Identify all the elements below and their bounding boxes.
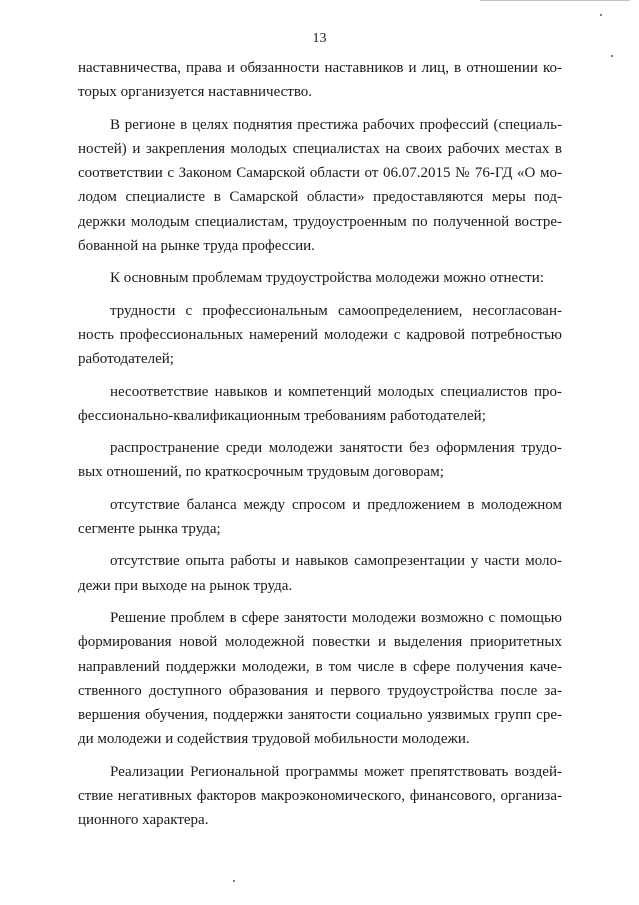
paragraph-solutions: Решение проблем в сфере занятости молодежи возможно с помощью формирования новой молодежной повестки и выделения приоритетных направлений поддержки молодежи, в том числе в сфере получения качественного доступного образования и первого трудоустройства после завершения обучения, поддержки занятости социально уязвимых групп среди молодежи и содействия трудовой мобильности молодежи. <box>78 609 562 748</box>
paragraph-regional-support: В регионе в целях поднятия престижа рабочих профессий (специальностей) и закрепления молодых специалистах на своих рабочих местах в соответствии с Законом Самарской области от 06.07.2015 № 76-ГД «О молодом специалисте в Самарской области» предоставляются меры поддержки молодым специалистам, трудоустроенным по полученной востребованной на рынке труда профессии. <box>78 116 562 255</box>
page-number: 13 <box>312 31 327 46</box>
list-item-informal-employment: распространение среди молодежи занятости без оформления трудовых отношений, по краткосрочным трудовым договорам; <box>78 440 562 481</box>
list-item-skills-mismatch: несоответствие навыков и компетенций молодых специалистов профессионально-квалификационным требованиям работодателей; <box>78 383 562 424</box>
scan-speck <box>600 14 602 16</box>
scan-edge-mark <box>480 0 630 4</box>
paragraph-risk-factors: Реализации Региональной программы может препятствовать воздействие негативных факторов макроэкономического, финансового, организационного характера. <box>78 763 562 829</box>
paragraph-problems-intro: К основным проблемам трудоустройства молодежи можно отнести: <box>110 270 544 287</box>
list-item-lack-of-experience: отсутствие опыта работы и навыков самопрезентации у части молодежи при выходе на рынок труда. <box>78 553 562 594</box>
body-text <box>78 56 562 833</box>
scan-speck <box>611 55 613 57</box>
paragraph-mentorship-continuation: наставничества, права и обязанности наставников и лиц, в отношении которых организуется наставничество. <box>78 60 562 101</box>
scan-speck <box>233 880 235 882</box>
list-item-labor-imbalance: отсутствие баланса между спросом и предложением в молодежном сегменте рынка труда; <box>78 496 562 538</box>
list-item-self-determination: трудности с профессиональным самоопределением, несогласованность профессиональных намерений молодежи с кадровой потребностью работодателей; <box>78 302 562 368</box>
